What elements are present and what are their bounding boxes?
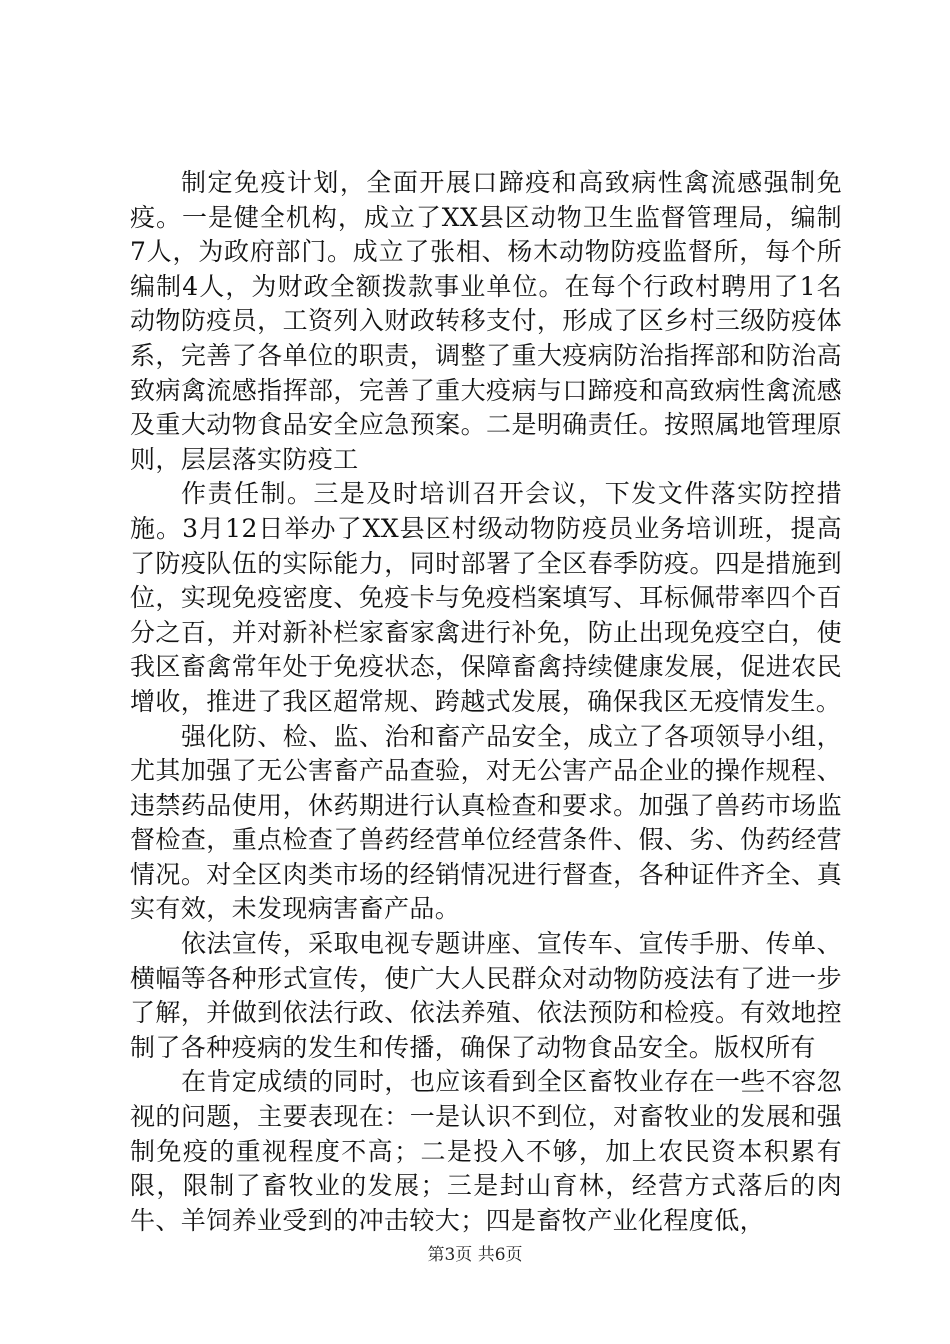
document-body <box>130 166 842 1238</box>
paragraph-legal-publicity: 依法宣传，采取电视专题讲座、宣传车、宣传手册、传单、横幅等各种形式宣传，使广大人民群众对动物防疫法有了进一步了解，并做到依法行政、依法养殖、依法预防和检疫。有效地控制了各种疫病的发生和传播，确保了动物食品安全。版权所有 <box>130 929 842 1062</box>
paragraph-immunization-plan: 制定免疫计划，全面开展口蹄疫和高致病性禽流感强制免疫。一是健全机构，成立了XX县区动物卫生监督管理局，编制7人，为政府部门。成立了张相、杨木动物防疫监督所，每个所编制4人，为财政全额拨款事业单位。在每个行政村聘用了1名动物防疫员，工资列入财政转移支付，形成了区乡村三级防疫体系，完善了各单位的职责，调整了重大疫病防治指挥部和防治高致病禽流感指挥部，完善了重大疫病与口蹄疫和高致病性禽流感及重大动物食品安全应急预案。二是明确责任。按照属地管理原则，层层落实防疫工 <box>130 168 842 474</box>
page-number-footer: 第3页 共6页 <box>427 1245 523 1265</box>
paragraph-product-safety: 强化防、检、监、治和畜产品安全，成立了各项领导小组，尤其加强了无公害畜产品查验，对无公害产品企业的操作规程、违禁药品使用，休药期进行认真检查和要求。加强了兽药市场监督检查，重点检查了兽药经营单位经营条件、假、劣、伪药经营情况。对全区肉类市场的经销情况进行督查，各种证件齐全、真实有效，未发现病害畜产品。 <box>130 721 842 924</box>
paragraph-responsibility-system: 作责任制。三是及时培训召开会议，下发文件落实防控措施。3月12日举办了XX县区村级动物防疫员业务培训班，提高了防疫队伍的实际能力，同时部署了全区春季防疫。四是措施到位，实现免疫密度、免疫卡与免疫档案填写、耳标佩带率四个百分之百，并对新补栏家畜家禽进行补免，防止出现免疫空白，使我区畜禽常年处于免疫状态，保障畜禽持续健康发展，促进农民增收，推进了我区超常规、跨越式发展，确保我区无疫情发生。 <box>130 479 842 716</box>
paragraph-problems: 在肯定成绩的同时，也应该看到全区畜牧业存在一些不容忽视的问题，主要表现在：一是认识不到位，对畜牧业的发展和强制免疫的重视程度不高；二是投入不够，加上农民资本积累有限，限制了畜牧业的发展；三是封山育林，经营方式落后的肉牛、羊饲养业受到的冲击较大；四是畜牧产业化程度低， <box>130 1067 842 1235</box>
